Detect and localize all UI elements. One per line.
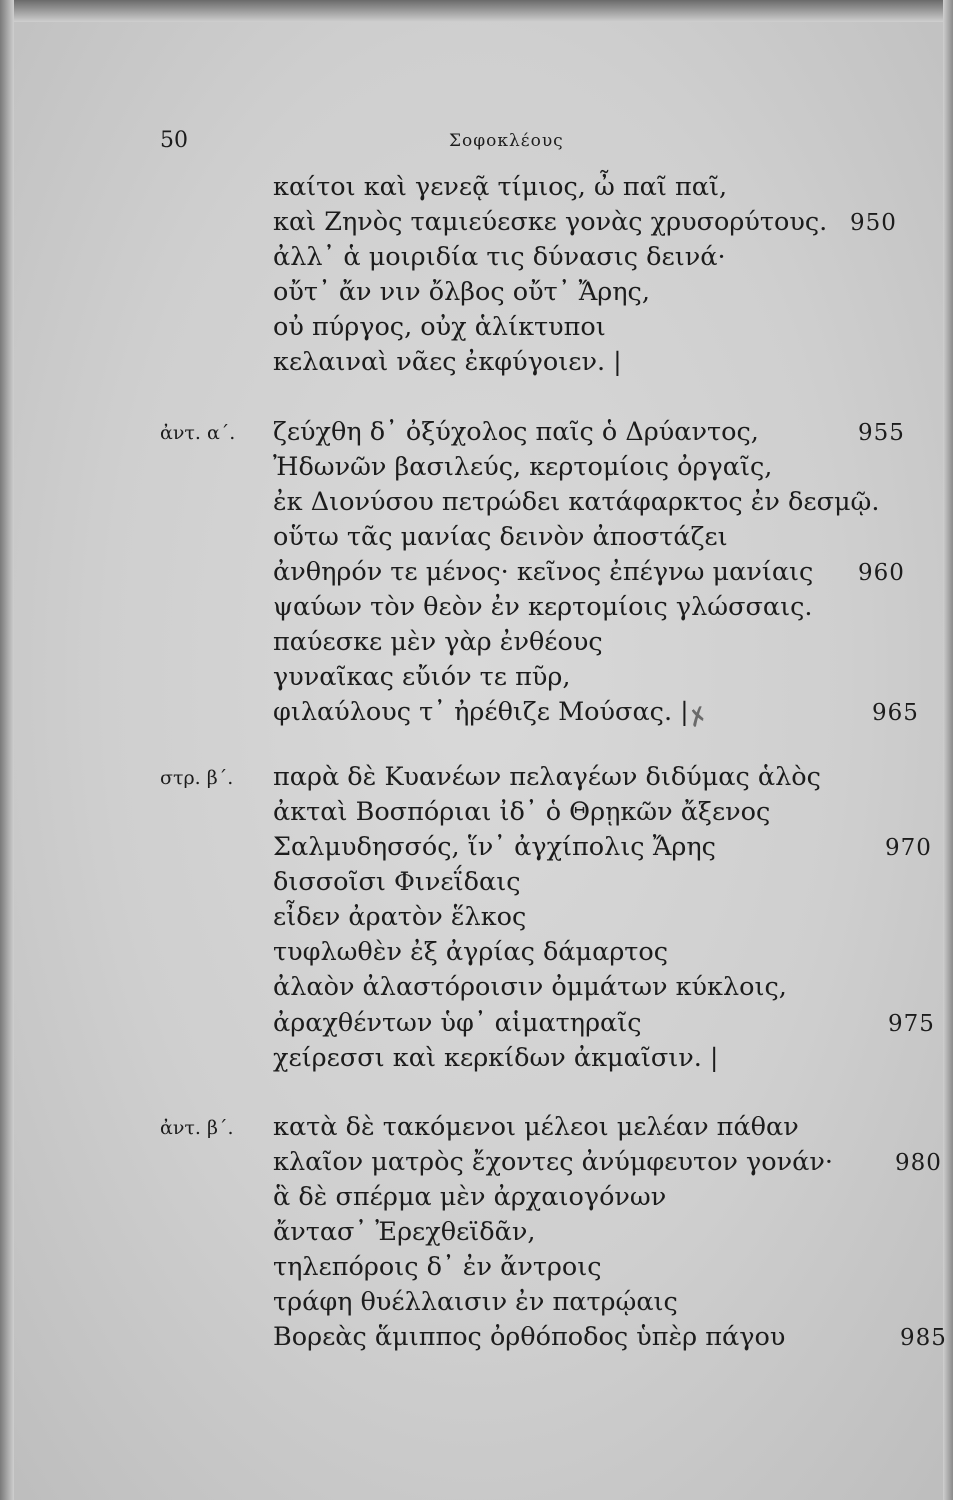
verse-line: κλαῖον ματρὸς ἔχοντες ἀνύμφευτον γονάν· xyxy=(273,1147,833,1177)
verse-line: ἀλλ᾽ ἁ μοιριδία τις δύνασις δεινά· xyxy=(273,242,726,272)
verse-line: ψαύων τὸν θεὸν ἐν κερτομίοις γλώσσαις. xyxy=(273,592,813,622)
page-edge-left xyxy=(0,0,14,1500)
verse-line: παρὰ δὲ Κυανέων πελαγέων διδύμας ἁλὸς xyxy=(273,762,821,792)
verse-line: οὕτω τᾶς μανίας δεινὸν ἀποστάζει xyxy=(273,522,728,552)
pencil-mark: ✗ xyxy=(683,700,713,734)
line-number: 970 xyxy=(885,835,932,861)
verse-line: κατὰ δὲ τακόμενοι μέλεοι μελέαν πάθαν xyxy=(273,1112,799,1142)
line-number: 985 xyxy=(900,1325,947,1351)
verse-line: δισσοῖσι Φινεΐδαις xyxy=(273,867,521,897)
verse-line: χείρεσσι καὶ κερκίδων ἀκμαῖσιν. | xyxy=(273,1043,719,1073)
verse-line: παύεσκε μὲν γὰρ ἐνθέους xyxy=(273,627,603,657)
verse-line: Ἠδωνῶν βασιλεύς, κερτομίοις ὀργαῖς, xyxy=(273,452,773,482)
verse-line: Βορεὰς ἅμιππος ὀρθόποδος ὑπὲρ πάγου xyxy=(273,1322,786,1352)
verse-line: ἀραχθέντων ὑφ᾽ αἱματηραῖς xyxy=(273,1008,642,1038)
line-number: 965 xyxy=(872,700,919,726)
page-number: 50 xyxy=(160,128,188,153)
verse-line: κελαιναὶ νᾶες ἐκφύγοιεν. | xyxy=(273,347,622,377)
verse-line: ἀκταὶ Βοσπόριαι ἰδ᾽ ὁ Θρῃκῶν ἄξενος xyxy=(273,797,771,827)
verse-line: ζεύχθη δ᾽ ὀξύχολος παῖς ὁ Δρύαντος, xyxy=(273,417,759,447)
line-number: 955 xyxy=(858,420,905,446)
verse-line: οὐ πύργος, οὐχ ἁλίκτυποι xyxy=(273,312,606,342)
verse-line: ἀνθηρόν τε μένος· κεῖνος ἐπέγνω μανίαις xyxy=(273,557,814,587)
running-head: Σοφοκλέους xyxy=(449,131,564,151)
line-number: 980 xyxy=(895,1150,942,1176)
verse-line: ἄντασ᾽ Ἐρεχθεϊδᾶν, xyxy=(273,1217,536,1247)
verse-line: οὔτ᾽ ἄν νιν ὄλβος οὔτ᾽ Ἄρης, xyxy=(273,277,650,307)
line-number: 950 xyxy=(850,210,897,236)
verse-line: ἀλαὸν ἀλαστόροισιν ὀμμάτων κύκλοις, xyxy=(273,972,787,1002)
page-edge-right xyxy=(943,0,953,1500)
line-number: 975 xyxy=(888,1011,935,1037)
line-number: 960 xyxy=(858,560,905,586)
strophe-label: ἀντ. β΄. xyxy=(160,1117,234,1139)
verse-line: τυφλωθὲν ἐξ ἀγρίας δάμαρτος xyxy=(273,937,669,967)
verse-line: τράφη θυέλλαισιν ἐν πατρῴαις xyxy=(273,1287,678,1317)
verse-line: ἐκ Διονύσου πετρώδει κατάφαρκτος ἐν δεσμῷ. xyxy=(273,487,880,517)
verse-line: ἃ δὲ σπέρμα μὲν ἀρχαιογόνων xyxy=(273,1182,667,1212)
strophe-label: ἀντ. α΄. xyxy=(160,422,236,444)
page-edge-top xyxy=(0,0,953,22)
verse-line: γυναῖκας εὔιόν τε πῦρ, xyxy=(273,662,571,692)
verse-line: εἶδεν ἀρατὸν ἕλκος xyxy=(273,902,527,932)
verse-line: τηλεπόροις δ᾽ ἐν ἄντροις xyxy=(273,1252,602,1282)
verse-line: φιλαύλους τ᾽ ἠρέθιζε Μούσας. | xyxy=(273,697,689,727)
strophe-label: στρ. β΄. xyxy=(160,767,234,789)
verse-line: Σαλμυδησσός, ἵν᾽ ἀγχίπολις Ἄρης xyxy=(273,832,716,862)
verse-line: καίτοι καὶ γενεᾷ τίμιος, ὦ παῖ παῖ, xyxy=(273,172,728,202)
verse-line: καὶ Ζηνὸς ταμιεύεσκε γονὰς χρυσορύτους. xyxy=(273,207,828,237)
